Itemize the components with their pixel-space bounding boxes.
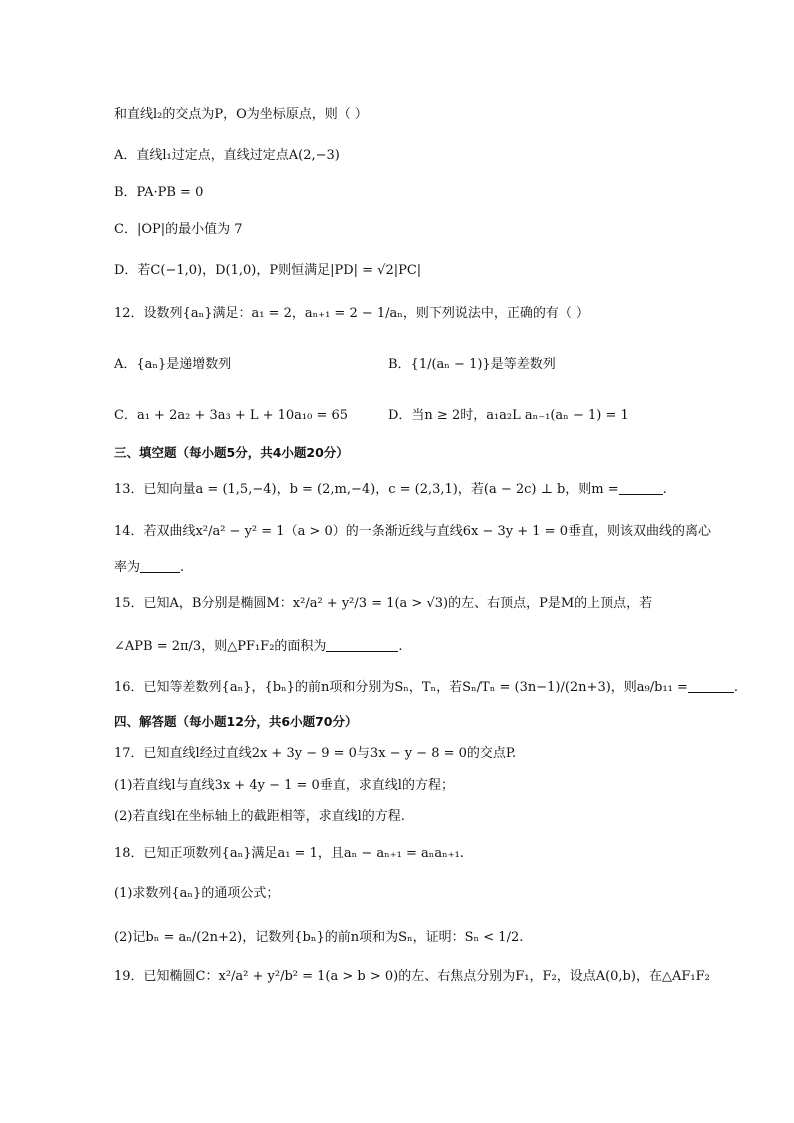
question-11-option-b: B．PA·PB = 0 (114, 185, 204, 200)
question-17-part-1: (1)若直线l与直线3x + 4y − 1 = 0垂直，求直线l的方程； (114, 778, 454, 793)
answer-blank-14[interactable] (140, 558, 180, 573)
question-14-line-2 (114, 558, 184, 578)
question-15-text: ∠APB = 2π/3，则△PF₁F₂的面积为 (114, 639, 327, 654)
question-18: 18．已知正项数列{aₙ}满足a₁ = 1，且aₙ − aₙ₊₁ = aₙaₙ₊₁. (114, 846, 464, 861)
question-15-line-2 (114, 637, 403, 657)
question-14-end: . (180, 560, 185, 575)
question-16-text: 16．已知等差数列{aₙ}，{bₙ}的前n项和分别为Sₙ，Tₙ，若Sₙ/Tₙ = (3n−1)/(2n+3)，则a₉/b₁₁ = (114, 680, 688, 695)
question-16 (114, 678, 738, 698)
question-15-end: . (398, 639, 403, 654)
question-17-part-2: (2)若直线l在坐标轴上的截距相等，求直线l的方程. (114, 809, 405, 824)
question-15-line-1: 15．已知A，B分别是椭圆M：x²/a² + y²/3 = 1(a > √3)的左、右顶点，P是M的上顶点，若 (114, 596, 653, 611)
question-12-option-c: C．a₁ + 2a₂ + 3a₃ + L + 10a₁₀ = 65 (114, 408, 349, 423)
question-18-part-1: (1)求数列{aₙ}的通项公式； (114, 886, 280, 901)
answer-blank-15[interactable] (326, 637, 398, 652)
question-12-option-b: B．{1/(aₙ − 1)}是等差数列 (388, 357, 556, 372)
question-16-end: . (733, 680, 739, 695)
question-11-option-a: A．直线l₁过定点，直线过定点A(2,−3) (114, 148, 340, 163)
question-13-end: . (662, 482, 667, 497)
answer-blank-13[interactable] (619, 480, 663, 495)
question-12-option-a: A．{aₙ}是递增数列 (114, 357, 232, 372)
question-19: 19．已知椭圆C：x²/a² + y²/b² = 1(a > b > 0)的左、右焦点分别为F₁，F₂，设点A(0,b)，在△AF₁F₂ (114, 969, 710, 984)
question-12-option-d: D．当n ≥ 2时，a₁a₂L aₙ₋₁(aₙ − 1) = 1 (388, 408, 629, 423)
question-14-text: 率为 (114, 560, 141, 575)
answer-blank-16[interactable] (688, 678, 734, 693)
question-11-stem: 和直线l₂的交点为P，O为坐标原点，则（ ） (114, 107, 368, 122)
question-13 (114, 480, 667, 500)
section-4-heading: 四、解答题（每小题12分，共6小题70分） (114, 714, 358, 729)
question-18-part-2: (2)记bₙ = aₙ/(2n+2)，记数列{bₙ}的前n项和为Sₙ，证明：Sₙ < 1/2. (114, 930, 524, 945)
question-17: 17．已知直线l经过直线2x + 3y − 9 = 0与3x − y − 8 = 0的交点P. (114, 746, 517, 761)
section-3-heading: 三、填空题（每小题5分，共4小题20分） (114, 445, 349, 460)
question-11-option-c: C．|OP|的最小值为 7 (114, 222, 243, 237)
question-14-line-1: 14．若双曲线x²/a² − y² = 1（a > 0）的一条渐近线与直线6x − 3y + 1 = 0垂直，则该双曲线的离心 (114, 524, 711, 539)
question-12-stem: 12．设数列{aₙ}满足：a₁ = 2，aₙ₊₁ = 2 − 1/aₙ，则下列说法中，正确的有（ ） (114, 306, 590, 321)
question-11-option-d: D．若C(−1,0)，D(1,0)，P则恒满足|PD| = √2|PC| (114, 263, 422, 278)
question-13-text: 13．已知向量a = (1,5,−4)，b = (2,m,−4)，c = (2,3,1)，若(a − 2c) ⊥ b，则m = (114, 482, 619, 497)
